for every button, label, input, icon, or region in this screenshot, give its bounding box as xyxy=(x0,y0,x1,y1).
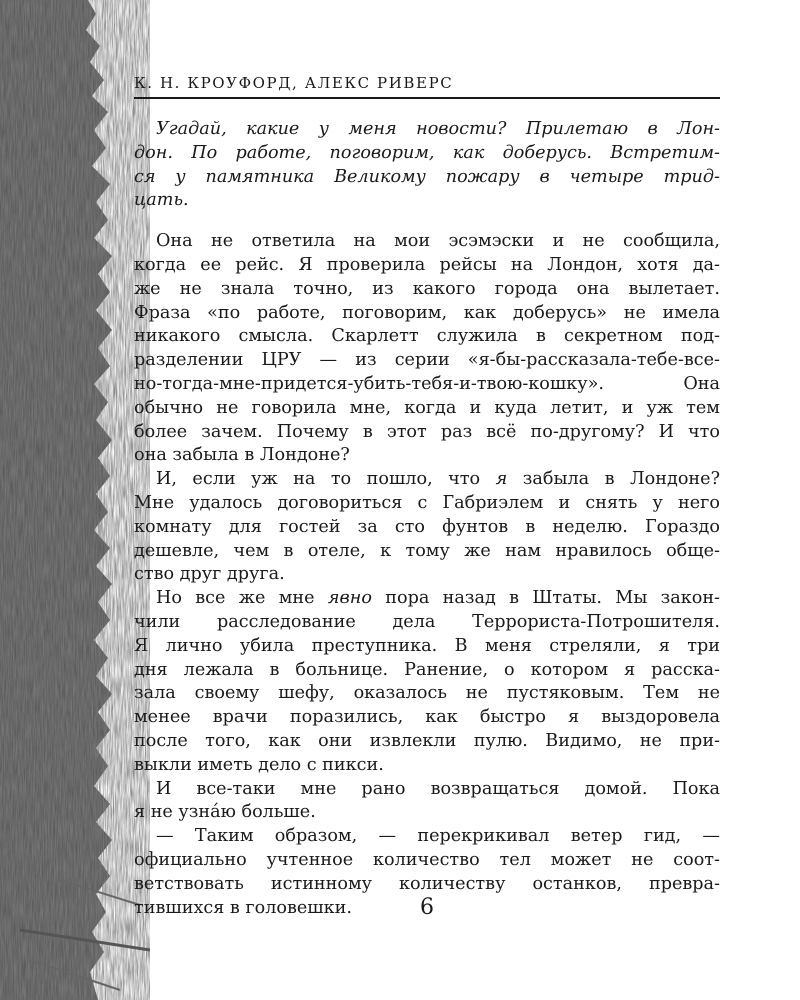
text-line: она забыла в Лондоне? xyxy=(134,445,350,466)
text-line: обычно не говорила мне, когда и куда летит, и уж тем xyxy=(134,397,720,418)
text-line: разделении ЦРУ — из серии «я-бы-рассказала-тебе-все- xyxy=(134,350,720,371)
text-line: И все-таки мне рано возвращаться домой. Пока xyxy=(156,778,720,799)
text-line: дешевле, чем в отеле, к тому же нам нравилось обще- xyxy=(134,540,720,561)
paragraph-1 xyxy=(134,230,720,468)
epigraph-line: Угадай, какие у меня новости? Прилетаю в Лон- xyxy=(156,119,720,139)
text-line: выкли иметь дело с пикси. xyxy=(134,754,384,775)
text-line: комнату для гостей за сто фунтов в неделю. Гораздо xyxy=(134,516,720,537)
emphasis: явно xyxy=(327,588,372,609)
text-line: менее врачи поразились, как быстро я выздоровела xyxy=(134,707,720,728)
text-line: дня лежала в больнице. Ранение, о котором я расска- xyxy=(134,659,720,680)
epigraph-line: дон. По работе, поговорим, как доберусь. Встретим- xyxy=(134,142,720,163)
grunge-border-decoration xyxy=(0,0,150,1000)
epigraph-line: цать. xyxy=(134,190,189,211)
text-line: более зачем. Почему в этот раз всё по-другому? И что xyxy=(134,421,720,442)
text-line: тившихся в головешки. xyxy=(134,897,352,918)
running-head: К. Н. КРОУФОРД, АЛЕКС РИВЕРС xyxy=(134,74,454,92)
book-page xyxy=(134,0,720,1000)
page-number: 6 xyxy=(420,895,434,920)
text-line: зала своему шефу, оказалось не пустяковым. Тем не xyxy=(134,683,720,704)
text-run: И, если уж на то пошло, что xyxy=(156,469,496,490)
text-run: забыла в Лондоне? xyxy=(507,469,721,490)
paragraph-4 xyxy=(134,778,720,826)
text-line: но-тогда-мне-придется-убить-тебя-и-твою-кошку». Она xyxy=(134,373,720,394)
header-rule xyxy=(134,97,720,99)
text-line: же не знала точно, из какого города она вылетает. xyxy=(134,278,720,299)
text-line: Я лично убила преступника. В меня стреляли, я три xyxy=(134,635,720,656)
text-line xyxy=(134,468,720,492)
paragraph-3 xyxy=(134,587,720,777)
text-line: официально учтенное количество тел может не соот- xyxy=(134,849,720,870)
text-line: никакого смысла. Скарлетт служила в секретном под- xyxy=(134,326,720,347)
text-line: когда ее рейс. Я проверила рейсы на Лондон, хотя да- xyxy=(134,254,720,275)
text-run: пора назад в Штаты. Мы закон- xyxy=(371,588,720,609)
text-line xyxy=(134,587,720,611)
epigraph-line: ся у памятника Великому пожару в четыре трид- xyxy=(134,166,720,187)
text-line: ветствовать истинному количеству останков, превра- xyxy=(134,873,720,894)
text-line: — Таким образом, — перекрикивал ветер гид, — xyxy=(156,826,720,847)
text-run: Но все же мне xyxy=(156,588,328,609)
body-text xyxy=(134,118,720,920)
text-line: Она не ответила на мои эсэмэски и не сообщила, xyxy=(156,231,720,252)
spacer xyxy=(134,213,720,230)
emphasis: я xyxy=(495,469,508,490)
text-line: после того, как они извлекли пулю. Видимо, не при- xyxy=(134,730,720,751)
text-line: ство друг друга. xyxy=(134,564,285,585)
text-line: Мне удалось договориться с Габриэлем и снять у него xyxy=(134,492,720,513)
paragraph-2 xyxy=(134,468,720,587)
text-line: я не узнáю больше. xyxy=(134,802,316,823)
text-line: чили расследование дела Террориста-Потрошителя. xyxy=(134,611,720,632)
text-line: Фраза «по работе, поговорим, как доберусь» не имела xyxy=(134,302,720,323)
epigraph xyxy=(134,118,720,213)
